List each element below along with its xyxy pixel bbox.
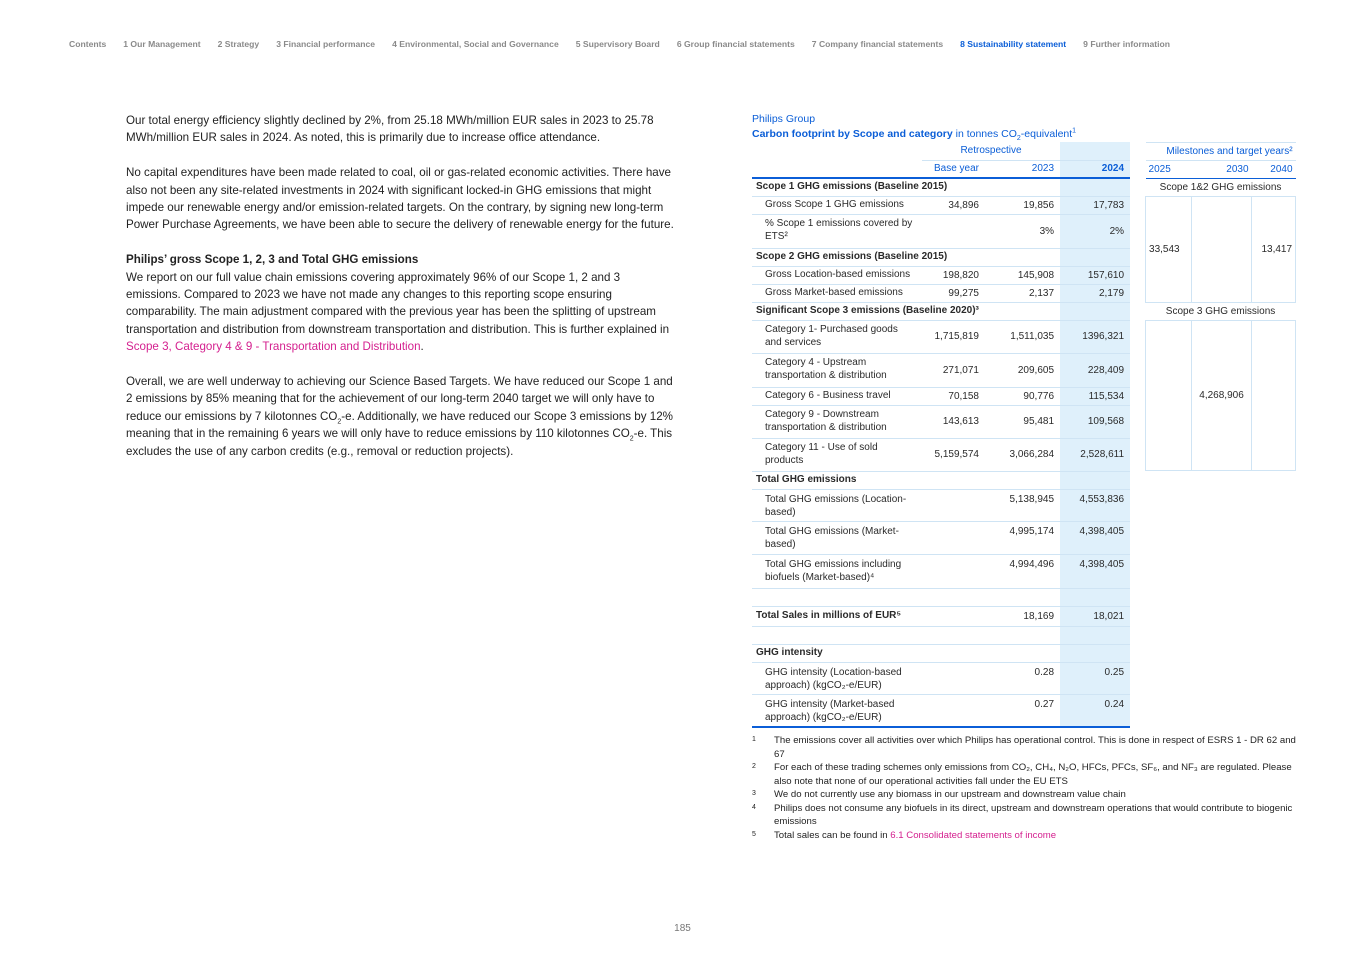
cell-value (922, 214, 985, 248)
footnote: 3 We do not currently use any biomass in our upstream and downstream value chain (752, 789, 1126, 800)
target-value: 4,268,906 (1192, 321, 1252, 471)
row-label: Gross Scope 1 GHG emissions (752, 196, 922, 214)
nav-item[interactable]: 7 Company financial statements (811, 39, 944, 49)
row-label: Category 4 - Upstream transportation & distribution (752, 353, 922, 387)
cell-value: 2,137 (985, 284, 1060, 302)
table-row (752, 626, 1130, 644)
table-row (752, 644, 1130, 662)
footnote: 4 Philips does not consume any biofuels in its direct, upstream and downstream operations that would contribute to biogenic emissions (752, 802, 1293, 827)
table-row (752, 266, 1130, 284)
table-section (752, 113, 1300, 842)
cell-value (1060, 248, 1130, 266)
footnote: 2 For each of these trading schemes only emissions from CO₂, CH₄, N₂O, HFCs, PFCs, SF₆, and NF₃ are regulated. Please also note that none of our operational activities fall under the EU ETS (752, 762, 1292, 787)
cell-value: 4,994,496 (985, 554, 1060, 588)
cell-value: 115,534 (1060, 387, 1130, 405)
table-row (752, 302, 1130, 320)
retrospective-header: Retrospective (922, 142, 1060, 160)
carbon-footprint-table (752, 142, 1130, 728)
col-2023: 2023 (985, 160, 1060, 178)
row-label: Total GHG emissions (752, 471, 1060, 489)
cell-value: 95,481 (985, 405, 1060, 438)
nav-item[interactable]: 2 Strategy (217, 39, 260, 49)
footnotes (752, 734, 1300, 842)
cell-value: 99,275 (922, 284, 985, 302)
cell-value (1060, 644, 1130, 662)
row-label: Scope 1 GHG emissions (Baseline 2015) (752, 178, 1060, 196)
target-value: 13,417 (1252, 197, 1296, 303)
income-statement-link[interactable]: 6.1 Consolidated statements of income (890, 829, 1057, 841)
row-label: Category 6 - Business travel (752, 387, 922, 405)
table-row (752, 554, 1130, 588)
row-label: Total GHG emissions (Market-based) (752, 521, 922, 554)
cell-value: 2,179 (1060, 284, 1130, 302)
top-navigation (69, 39, 1187, 49)
cell-value: 271,071 (922, 353, 985, 387)
cell-value: 17,783 (1060, 196, 1130, 214)
cell-value: 1396,321 (1060, 320, 1130, 353)
table-row (752, 248, 1130, 266)
cell-value: 228,409 (1060, 353, 1130, 387)
footnote: 1 The emissions cover all activities over which Philips has operational control. This is done in respect of ESRS 1 - DR 62 and 67 (752, 735, 1296, 760)
nav-item[interactable]: Contents (69, 39, 107, 49)
cell-value (1060, 471, 1130, 489)
table-row (752, 178, 1130, 196)
table-row (752, 320, 1130, 353)
cell-value: 90,776 (985, 387, 1060, 405)
body-text (126, 112, 674, 477)
cell-value: 19,856 (985, 196, 1060, 214)
nav-item[interactable]: 8 Sustainability statement (960, 39, 1067, 49)
table-row (752, 214, 1130, 248)
milestones-header: Milestones and target years² (1146, 143, 1296, 161)
row-label: GHG intensity (752, 644, 1060, 662)
cell-value (1060, 302, 1130, 320)
table-row (752, 284, 1130, 302)
footnote: 5 Total sales can be found in 6.1 Consolidated statements of income (752, 829, 1057, 841)
table-row (752, 588, 1130, 606)
row-label: Scope 2 GHG emissions (Baseline 2015) (752, 248, 1060, 266)
paragraph: We report on our full value chain emissions covering approximately 96% of our Scope 1, 2 and 3 emissions. Compared to 2023 we have not made any changes to this reporting scope ensuring comparability. The main adjustment compared with the previous year has been the splitting of upstream transportation and distribution from downstream transportation and distribution. This is further explained in Scope 3, Category 4 & 9 - Transportation and Distribution. (126, 270, 670, 354)
row-label: Total GHG emissions (Location-based) (752, 489, 922, 521)
row-label: Category 11 - Use of sold products (752, 438, 922, 471)
table-row (752, 606, 1130, 626)
paragraph: Our total energy efficiency slightly declined by 2%, from 25.18 MWh/million EUR sales in 2023 to 25.78 MWh/million EUR sales in 2024. As noted, this is primarily due to increase office attendance. (126, 114, 654, 145)
cell-value: 3,066,284 (985, 438, 1060, 471)
cell-value (922, 694, 985, 727)
table-row (752, 521, 1130, 554)
col-2024: 2024 (1060, 160, 1130, 178)
table-row (752, 353, 1130, 387)
table-row (752, 438, 1130, 471)
cell-value: 145,908 (985, 266, 1060, 284)
row-label: Total Sales in millions of EUR⁵ (752, 606, 922, 626)
cell-value: 0.27 (985, 694, 1060, 727)
scope12-label: Scope 1&2 GHG emissions (1146, 179, 1296, 197)
table-row (752, 471, 1130, 489)
table-row (752, 196, 1130, 214)
cell-value: 0.25 (1060, 662, 1130, 694)
nav-item[interactable]: 3 Financial performance (276, 39, 376, 49)
cell-value: 157,610 (1060, 266, 1130, 284)
cell-value: 5,159,574 (922, 438, 985, 471)
table-title: Carbon footprint by Scope and category in tonnes $CO_2-equivalent^1$ (752, 127, 1077, 143)
cell-value: 2% (1060, 214, 1130, 248)
cell-value: 4,995,174 (985, 521, 1060, 554)
scope3-link[interactable]: Scope 3, Category 4 & 9 - Transportation and Distribution (126, 340, 421, 354)
table-row (752, 405, 1130, 438)
cell-value: 34,896 (922, 196, 985, 214)
cell-value: 1,511,035 (985, 320, 1060, 353)
row-label: Category 1- Purchased goods and services (752, 320, 922, 353)
cell-value: 109,568 (1060, 405, 1130, 438)
cell-value: 3% (985, 214, 1060, 248)
section-heading: Philips’ gross Scope 1, 2, 3 and Total GHG emissions (126, 253, 419, 267)
row-label: Total GHG emissions including biofuels (Market-based)⁴ (752, 554, 922, 588)
cell-value: 0.24 (1060, 694, 1130, 727)
scope3-label: Scope 3 GHG emissions (1146, 303, 1296, 321)
row-label: Gross Location-based emissions (752, 266, 922, 284)
nav-item[interactable]: 9 Further information (1083, 39, 1171, 49)
cell-value (1060, 178, 1130, 196)
row-label: GHG intensity (Location-based approach) (kgCO₂-e/EUR) (752, 662, 922, 694)
cell-value (922, 554, 985, 588)
target-value: 33,543 (1146, 197, 1192, 303)
col-base-year: Base year (922, 160, 985, 178)
cell-value: 70,158 (922, 387, 985, 405)
row-label: Gross Market-based emissions (752, 284, 922, 302)
table-caption-group: Philips Group (752, 113, 816, 125)
nav-item[interactable]: 4 Environmental, Social and Governance (392, 39, 559, 49)
row-label: GHG intensity (Market-based approach) (kgCO₂-e/EUR) (752, 694, 922, 727)
cell-value: 1,715,819 (922, 320, 985, 353)
table-row (752, 489, 1130, 521)
cell-value: 2,528,611 (1060, 438, 1130, 471)
cell-value (922, 489, 985, 521)
nav-item[interactable]: 6 Group financial statements (676, 39, 795, 49)
cell-value: 198,820 (922, 266, 985, 284)
table-row (752, 662, 1130, 694)
table-row (752, 694, 1130, 727)
paragraph: Overall, we are well underway to achieving our Science Based Targets. We have reduced our Scope 1 and 2 emissions by 85% meaning that for the achievement of our long-term 2040 target we will only have to reduce our emissions by 7 kilotonnes $CO_2-e$. Additionally, we have reduced our Scope 3 emissions by 12% meaning that in the remaining 6 years we will only have to reduce emissions by 110 kilotonnes $CO_2-e$. This excludes the use of any carbon credits (e.g., removal or reduction projects). (126, 375, 673, 458)
col-2040: 2040 (1252, 161, 1296, 179)
cell-value: 4,398,405 (1060, 521, 1130, 554)
cell-value: 0.28 (985, 662, 1060, 694)
nav-item[interactable]: 1 Our Management (123, 39, 201, 49)
cell-value: 209,605 (985, 353, 1060, 387)
col-2025: 2025 (1146, 161, 1192, 179)
nav-item[interactable]: 5 Supervisory Board (575, 39, 660, 49)
cell-value: 18,021 (1060, 606, 1130, 626)
page-number: 185 (674, 923, 691, 934)
cell-value: 4,398,405 (1060, 554, 1130, 588)
targets-table (1145, 142, 1296, 471)
cell-value (922, 521, 985, 554)
cell-value: 143,613 (922, 405, 985, 438)
cell-value (922, 606, 985, 626)
row-label: Category 9 - Downstream transportation & distribution (752, 405, 922, 438)
col-2030: 2030 (1192, 161, 1252, 179)
cell-value: 18,169 (985, 606, 1060, 626)
cell-value (922, 662, 985, 694)
row-label: % Scope 1 emissions covered by ETS² (752, 214, 922, 248)
cell-value: 4,553,836 (1060, 489, 1130, 521)
paragraph: No capital expenditures have been made related to coal, oil or gas-related economic activities. There have also not been any site-related investments in 2024 with significant locked-in GHG emissions that might impede our renewable energy and/or emission-related targets. On the contrary, by signing new long-term Power Purchase Agreements, we have been able to secure the delivery of renewable energy for the future. (126, 166, 674, 232)
cell-value: 5,138,945 (985, 489, 1060, 521)
target-value (1192, 197, 1252, 303)
row-label: Significant Scope 3 emissions (Baseline 2020)³ (752, 302, 1060, 320)
table-row (752, 387, 1130, 405)
